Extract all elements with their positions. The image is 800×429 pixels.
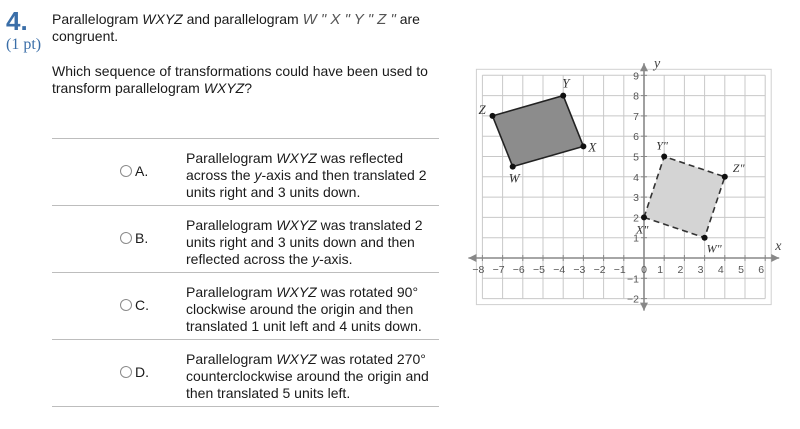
vertex-point	[641, 214, 647, 220]
y-axis-arrow-down	[640, 303, 648, 311]
x-axis-label: x	[775, 239, 782, 254]
question-text-end: ?	[244, 80, 252, 96]
prompt-text: are congruent.	[52, 11, 420, 44]
vertex-point	[580, 143, 586, 149]
question-text-start: Which sequence of transformations could have been used to transform parallelogram	[52, 63, 428, 96]
prompt-image-shape: W " X " Y " Z "	[302, 11, 396, 28]
prompt-text: Parallelogram	[52, 11, 143, 27]
y-axis-label: y	[654, 56, 661, 72]
y-tick-label: 4	[633, 171, 639, 184]
choice-text: Parallelogram WXYZ was rotated 270° counterclockwise around the origin and then translated 5 units left.	[186, 351, 429, 401]
x-tick-label: 1	[657, 264, 664, 276]
choice-text: Parallelogram WXYZ was reflected across the y-axis and then translated 2 units right and 3 units down.	[186, 150, 427, 200]
y-tick-label: −1	[627, 273, 639, 286]
x-tick-label: −7	[492, 264, 505, 276]
prompt-text: and parallelogram	[182, 11, 303, 27]
x-tick-label: 6	[758, 264, 765, 276]
y-tick-label: 3	[633, 192, 639, 205]
prompt-shape: WXYZ	[142, 11, 183, 27]
vertex-label: Z"	[732, 160, 745, 175]
x-axis-arrow-left	[468, 254, 476, 262]
y-axis-arrow-up	[640, 63, 648, 71]
vertex-point	[510, 164, 516, 170]
x-tick-label: −6	[512, 264, 525, 276]
y-tick-label: 8	[633, 90, 639, 103]
question-shape: WXYZ	[203, 80, 245, 96]
vertex-point	[560, 93, 566, 99]
y-tick-label: −2	[627, 293, 639, 306]
x-tick-label: −8	[472, 264, 485, 276]
x-tick-label: 4	[717, 264, 724, 276]
y-tick-label: 9	[633, 70, 639, 83]
vertex-label: Y	[562, 75, 570, 91]
choice-letter: A.	[135, 163, 149, 179]
question-points: (1 pt)	[6, 36, 42, 53]
vertex-label: W"	[706, 241, 722, 256]
parallelogram-image	[644, 157, 725, 238]
vertex-point	[661, 154, 667, 160]
x-tick-label: 3	[697, 264, 704, 276]
x-tick-label: 5	[738, 264, 744, 276]
vertex-label: X	[588, 139, 597, 155]
vertex-label: X"	[636, 222, 649, 237]
choice-letter: B.	[135, 230, 149, 246]
y-tick-label: 6	[633, 131, 639, 144]
x-tick-label: −3	[573, 264, 586, 276]
x-tick-label: −4	[553, 264, 566, 276]
y-tick-label: 5	[633, 151, 639, 164]
vertex-point	[702, 235, 708, 241]
x-axis-arrow-right	[771, 254, 779, 262]
vertex-label: W	[508, 170, 520, 186]
vertex-label: Y"	[656, 138, 668, 153]
question-number: 4.	[6, 6, 28, 36]
x-tick-label: −2	[593, 264, 606, 276]
x-tick-label: −1	[613, 264, 626, 276]
vertex-point	[722, 174, 728, 180]
parallelogram-wxyz	[493, 96, 584, 167]
choice-text: Parallelogram WXYZ was rotated 90° clockwise around the origin and then translated 1 unit left and 4 units down.	[186, 284, 422, 334]
y-tick-label: 1	[633, 232, 639, 245]
vertex-point	[490, 113, 496, 119]
y-tick-label: 7	[633, 110, 639, 123]
choice-text: Parallelogram WXYZ was translated 2 units right and 3 units down and then reflected across the y-axis.	[186, 217, 423, 267]
x-tick-label: 0	[641, 264, 647, 276]
vertex-label: Z	[478, 101, 486, 117]
x-tick-label: −5	[533, 264, 545, 276]
y-tick-label: 2	[633, 212, 639, 225]
x-tick-label: 2	[677, 264, 684, 276]
choice-letter: C.	[135, 297, 149, 313]
choice-letter: D.	[135, 364, 149, 380]
